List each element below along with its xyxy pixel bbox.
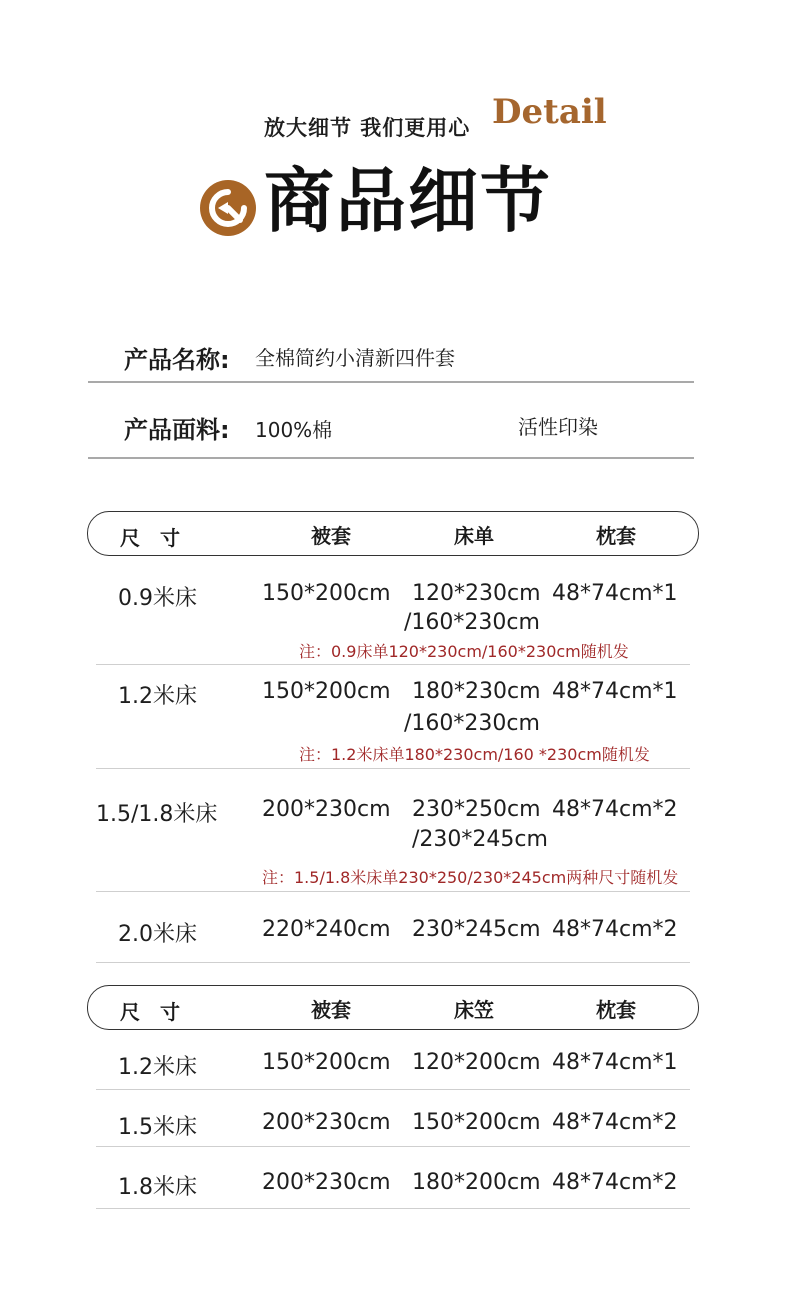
row-divider	[96, 664, 690, 665]
header-duvet: 被套	[311, 524, 351, 548]
divider	[88, 381, 694, 383]
size-cell: 2.0米床	[118, 922, 197, 947]
fitted-sheet-cell: 180*200cm	[412, 1170, 541, 1195]
row-divider	[96, 962, 690, 963]
product-process-value: 活性印染	[518, 415, 598, 439]
pillow-cell: 48*74cm*2	[552, 1110, 678, 1135]
fitted-sheet-cell: 120*200cm	[412, 1050, 541, 1075]
size-cell: 1.5米床	[118, 1115, 197, 1140]
duvet-cell: 150*200cm	[262, 1050, 391, 1075]
duvet-cell: 150*200cm	[262, 581, 391, 606]
header-sheet: 床单	[454, 524, 494, 548]
pillow-cell: 48*74cm*1	[552, 679, 678, 704]
product-fabric-value: 100%棉	[255, 418, 333, 442]
row-divider	[96, 768, 690, 769]
header-size: 尺 寸	[120, 1000, 180, 1024]
row-note: 注：1.2米床单180*230cm/160 *230cm随机发	[299, 745, 650, 764]
size-cell: 1.5/1.8米床	[96, 802, 218, 827]
sheet-cell: 180*230cm	[412, 679, 541, 704]
size-cell: 1.2米床	[118, 684, 197, 709]
header-fitted-sheet: 床笠	[454, 998, 494, 1022]
size-cell: 1.2米床	[118, 1055, 197, 1080]
duvet-cell: 200*230cm	[262, 1170, 391, 1195]
sheet-cell: 230*250cm	[412, 797, 541, 822]
row-divider	[96, 1208, 690, 1209]
duvet-cell: 200*230cm	[262, 1110, 391, 1135]
pillow-cell: 48*74cm*1	[552, 581, 678, 606]
sheet-cell: 120*230cm	[412, 581, 541, 606]
row-note: 注：0.9床单120*230cm/160*230cm随机发	[299, 642, 629, 661]
size-cell: 1.8米床	[118, 1175, 197, 1200]
header-pillow: 枕套	[596, 524, 636, 548]
duvet-cell: 200*230cm	[262, 797, 391, 822]
product-name-label: 产品名称:	[124, 346, 230, 374]
row-note: 注：1.5/1.8米床单230*250/230*245cm两种尺寸随机发	[262, 868, 679, 887]
sheet-cell-alt: /230*245cm	[412, 827, 548, 852]
pillow-cell: 48*74cm*2	[552, 917, 678, 942]
sheet-cell-alt: /160*230cm	[404, 711, 540, 736]
sheet-cell: 230*245cm	[412, 917, 541, 942]
detail-wordmark: Detail	[492, 92, 607, 132]
pillow-cell: 48*74cm*2	[552, 1170, 678, 1195]
header-duvet: 被套	[311, 998, 351, 1022]
row-divider	[96, 1146, 690, 1147]
page-title: 商品细节	[264, 160, 552, 242]
pillow-cell: 48*74cm*1	[552, 1050, 678, 1075]
fitted-sheet-cell: 150*200cm	[412, 1110, 541, 1135]
row-divider	[96, 1089, 690, 1090]
product-fabric-label: 产品面料:	[124, 416, 230, 444]
product-name-value: 全棉简约小清新四件套	[255, 346, 455, 370]
header-pillow: 枕套	[596, 998, 636, 1022]
row-divider	[96, 891, 690, 892]
tagline: 放大细节 我们更用心	[264, 116, 471, 140]
duvet-cell: 220*240cm	[262, 917, 391, 942]
sheet-cell-alt: /160*230cm	[404, 610, 540, 635]
pillow-cell: 48*74cm*2	[552, 797, 678, 822]
circular-arrow-logo-icon	[200, 180, 256, 236]
divider	[88, 457, 694, 459]
header-size: 尺 寸	[120, 526, 180, 550]
duvet-cell: 150*200cm	[262, 679, 391, 704]
size-cell: 0.9米床	[118, 586, 197, 611]
